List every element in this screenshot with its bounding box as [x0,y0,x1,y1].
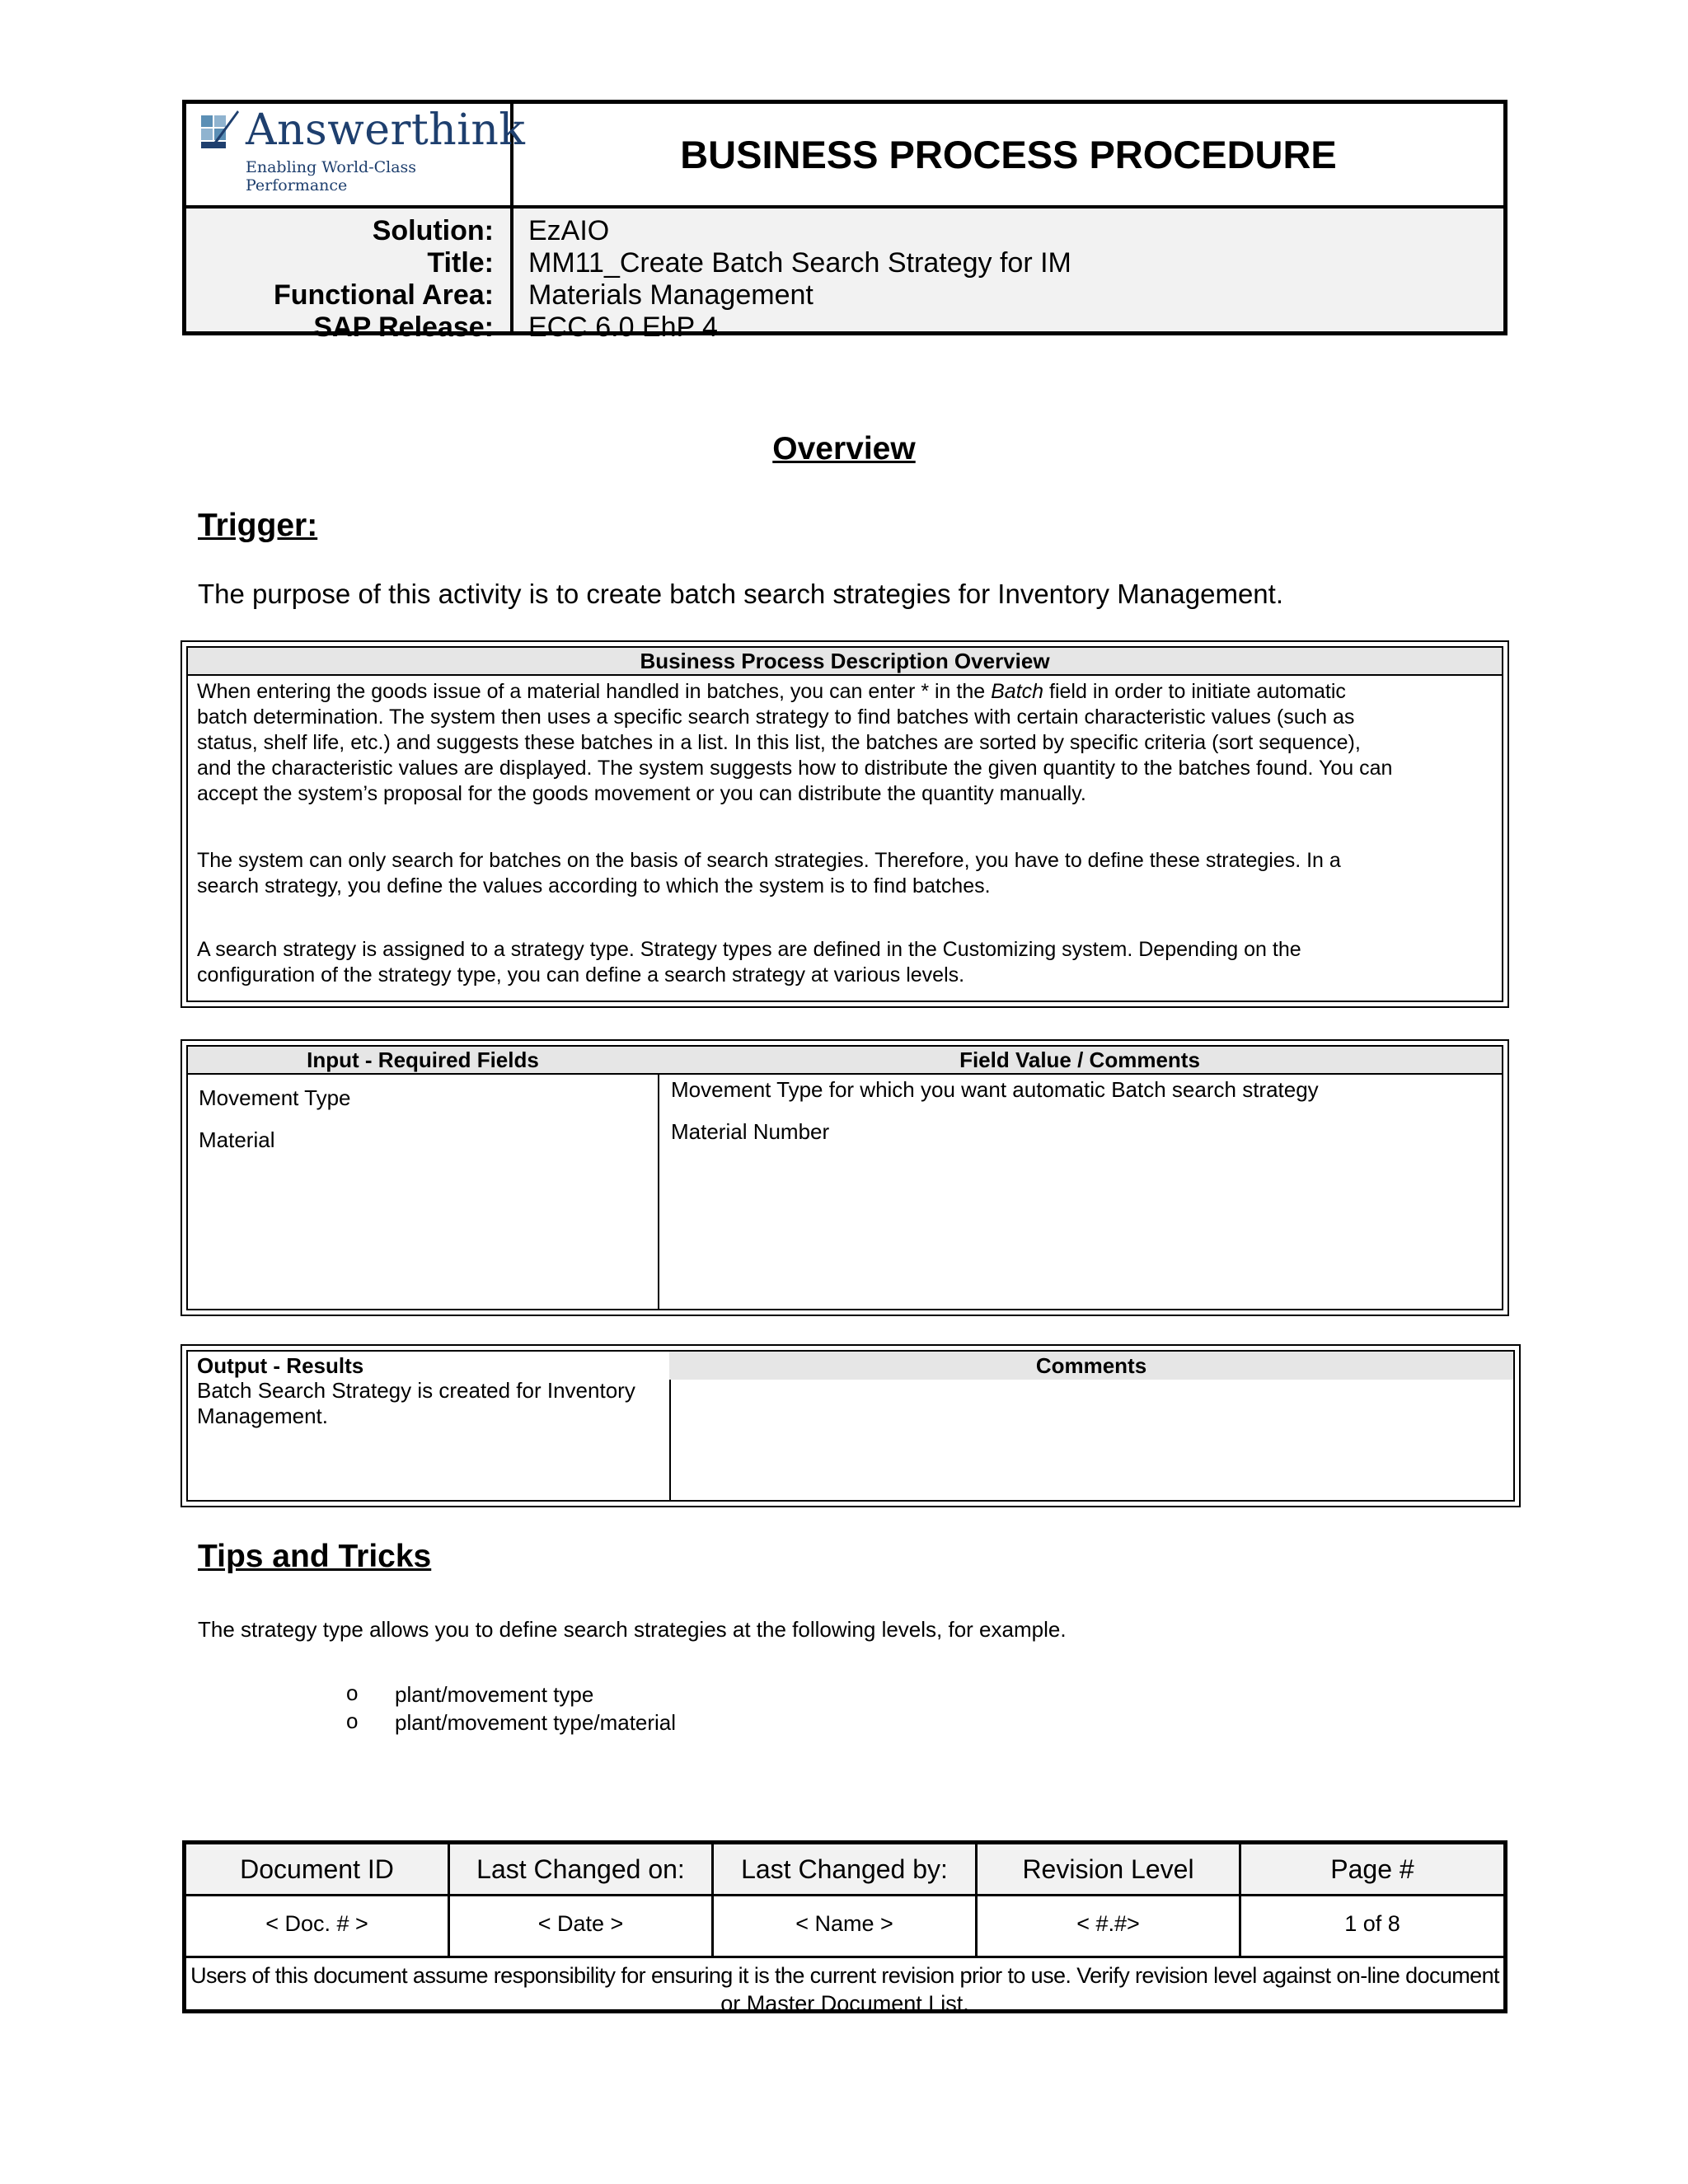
bp-p3-line-2: configuration of the strategy type, you can define a search strategy at various levels. [197,963,965,987]
footer-disclaimer-line-2: or Master Document List. [720,1991,969,2016]
doc-type-cell [513,104,1503,209]
footer-value-revision-level: < #.#> [1076,1910,1140,1936]
footer-disclaimer-line-1: Users of this document assume responsibility for ensuring it is the current revision prior to use. Verify revision level against on-line document [190,1963,1499,1988]
doc-type-title: BUSINESS PROCESS PROCEDURE [680,133,1337,176]
input-table-inner [186,1045,1503,1310]
trigger-heading: Trigger: [198,508,318,543]
field-value-movement-type: Movement Type for which you want automatic Batch search strategy [671,1077,1319,1102]
overview-heading: Overview [772,431,916,466]
output-results-column [188,1352,671,1500]
answerthink-logo-mark [201,110,239,150]
bp-overview-inner [186,646,1503,1002]
bp-p2-line-2: search strategy, you define the values according to which the system is to find batches. [197,874,991,898]
field-value-column [658,1047,1502,1309]
footer-col-page [1241,1844,1503,1956]
purpose-text: The purpose of this activity is to create batch search strategies for Inventory Management. [198,579,1283,609]
logo-tagline: Enabling World-Class Performance [246,158,417,194]
bp-overview-paragraph-1 [197,679,1392,807]
meta-value-functional-area: Materials Management [528,279,814,311]
footer-header-page: Page # [1241,1844,1503,1896]
bullet-icon: o [346,1680,359,1705]
bp-overview-paragraph-3 [197,937,1301,988]
bp-p3-line-1: A search strategy is assigned to a strategy type. Strategy types are defined in the Customizing system. Depending on the [197,938,1301,961]
footer-col-revision-level [978,1844,1241,1956]
meta-label-title: Title: [427,247,494,279]
input-fields-column [188,1047,659,1309]
footer-value-last-changed-by: < Name > [795,1910,893,1936]
meta-values [513,209,1503,343]
meta-label-functional-area: Functional Area: [274,279,494,311]
logo-wordmark: Answerthink [246,105,526,155]
meta-value-solution: EzAIO [528,215,610,246]
tips-heading: Tips and Tricks [198,1539,432,1574]
document-footer-table [182,1840,1507,2016]
bp-p1-line-5: accept the system’s proposal for the goods movement or you can distribute the quantity manually. [197,782,1086,805]
meta-labels [186,209,513,343]
output-table [181,1344,1521,1507]
output-table-inner [186,1350,1515,1502]
bp-p1-line-1: When entering the goods issue of a material handled in batches, you can enter * in the Batch field in order to initiate automatic [197,680,1346,703]
output-results-header: Output - Results [197,1353,364,1378]
document-header-table [182,100,1507,343]
footer-value-last-changed-on: < Date > [537,1910,624,1936]
meta-label-sap-release: SAP Release: [313,312,494,343]
bp-p1-line-3: status, shelf life, etc.) and suggests these batches in a list. In this list, the batches are sorted by specific criteria (sort sequence), [197,731,1361,754]
bp-overview-header: Business Process Description Overview [188,648,1502,676]
footer-header-last-changed-by: Last Changed by: [714,1844,975,1896]
tips-item-2: plant/movement type/material [395,1710,677,1735]
output-results-line-2: Management. [197,1404,328,1428]
footer-disclaimer [186,1956,1503,2016]
footer-header-last-changed-on: Last Changed on: [450,1844,711,1896]
tips-item-1: plant/movement type [395,1682,594,1707]
bp-p1-line-2: batch determination. The system then uses a specific search strategy to find batches with certain characteristic values (such as [197,705,1355,729]
footer-header-revision-level: Revision Level [978,1844,1239,1896]
meta-value-title: MM11_Create Batch Search Strategy for IM [528,247,1071,279]
field-value-header: Field Value / Comments [658,1047,1502,1075]
input-table [181,1039,1509,1316]
footer-col-document-id [186,1844,450,1956]
output-results-line-1: Batch Search Strategy is created for Inventory [197,1378,635,1403]
tips-intro: The strategy type allows you to define search strategies at the following levels, for example. [198,1617,1067,1642]
output-comments-column [669,1352,1513,1500]
input-field-movement-type: Movement Type [199,1085,351,1110]
output-results-text [197,1378,635,1429]
meta-value-sap-release: ECC 6.0 EhP 4 [528,312,718,343]
bp-overview-table [181,640,1509,1008]
field-value-material: Material Number [671,1119,830,1144]
footer-value-document-id: < Doc. # > [265,1910,368,1936]
output-comments-header: Comments [669,1352,1513,1380]
input-field-material: Material [199,1127,275,1152]
logo-cell [186,104,526,209]
bp-p2-line-1: The system can only search for batches on the basis of search strategies. Therefore, you have to define these strategies. In a [197,849,1341,872]
bp-overview-paragraph-2 [197,848,1341,899]
footer-value-page: 1 of 8 [1344,1910,1400,1936]
bp-p1-line-4: and the characteristic values are displayed. The system suggests how to distribute the given quantity to the batches found. You can [197,757,1393,780]
footer-header-document-id: Document ID [186,1844,448,1896]
footer-col-last-changed-on [450,1844,714,1956]
bullet-icon: o [346,1708,359,1733]
footer-col-last-changed-by [714,1844,978,1956]
input-fields-header: Input - Required Fields [188,1047,658,1075]
meta-label-solution: Solution: [372,215,494,246]
